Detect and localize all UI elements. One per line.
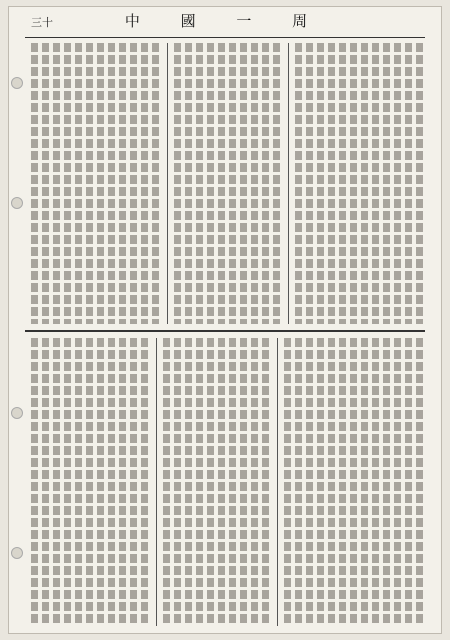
text-column xyxy=(119,338,126,626)
section-divider xyxy=(25,330,425,332)
text-column xyxy=(251,43,258,324)
lower-text-block xyxy=(25,338,425,626)
text-column xyxy=(141,338,148,626)
text-column xyxy=(196,338,203,626)
text-column xyxy=(405,43,412,324)
text-column xyxy=(405,338,412,626)
text-column xyxy=(383,338,390,626)
text-column xyxy=(141,43,148,324)
column-divider xyxy=(288,43,289,324)
text-column xyxy=(218,338,225,626)
column-divider xyxy=(156,338,157,626)
text-column xyxy=(196,43,203,324)
text-column xyxy=(295,338,302,626)
text-column xyxy=(152,43,159,324)
page-header xyxy=(9,7,441,33)
text-column xyxy=(185,43,192,324)
text-column xyxy=(64,43,71,324)
text-column xyxy=(295,43,302,324)
lower-text-columns xyxy=(25,338,425,626)
text-column xyxy=(229,43,236,324)
text-column xyxy=(251,338,258,626)
text-column xyxy=(53,43,60,324)
text-column xyxy=(328,338,335,626)
text-column xyxy=(207,338,214,626)
text-column xyxy=(361,338,368,626)
binding-hole xyxy=(11,77,23,89)
text-column xyxy=(328,43,335,324)
text-column xyxy=(218,43,225,324)
text-column xyxy=(229,338,236,626)
text-column xyxy=(372,43,379,324)
text-column xyxy=(42,43,49,324)
page-number: 三十 xyxy=(31,16,53,29)
document-page xyxy=(8,6,442,634)
text-column xyxy=(75,338,82,626)
text-column xyxy=(394,338,401,626)
text-column xyxy=(361,43,368,324)
text-column xyxy=(86,43,93,324)
text-column xyxy=(108,43,115,324)
text-column xyxy=(350,338,357,626)
text-column xyxy=(42,338,49,626)
text-column xyxy=(284,338,291,626)
header-rule xyxy=(25,37,425,38)
text-column xyxy=(31,43,38,324)
text-column xyxy=(53,338,60,626)
text-column xyxy=(185,338,192,626)
text-column xyxy=(273,43,280,324)
text-column xyxy=(317,43,324,324)
text-column xyxy=(119,43,126,324)
column-divider xyxy=(277,338,278,626)
text-column xyxy=(339,338,346,626)
text-column xyxy=(64,338,71,626)
text-column xyxy=(394,43,401,324)
text-column xyxy=(416,338,423,626)
binding-hole xyxy=(11,547,23,559)
text-column xyxy=(262,338,269,626)
binding-hole xyxy=(11,407,23,419)
text-column xyxy=(174,43,181,324)
text-column xyxy=(262,43,269,324)
text-column xyxy=(97,338,104,626)
text-column xyxy=(339,43,346,324)
text-column xyxy=(207,43,214,324)
text-column xyxy=(416,43,423,324)
text-column xyxy=(240,43,247,324)
upper-text-block xyxy=(25,43,425,324)
text-column xyxy=(350,43,357,324)
text-column xyxy=(163,338,170,626)
upper-text-columns xyxy=(25,43,425,324)
text-column xyxy=(31,338,38,626)
text-column xyxy=(108,338,115,626)
text-column xyxy=(306,338,313,626)
page-title: 中 國 一 周 xyxy=(124,12,326,30)
text-column xyxy=(306,43,313,324)
text-column xyxy=(97,43,104,324)
text-column xyxy=(86,338,93,626)
text-column xyxy=(130,43,137,324)
text-column xyxy=(75,43,82,324)
text-column xyxy=(130,338,137,626)
binding-hole xyxy=(11,197,23,209)
text-column xyxy=(383,43,390,324)
text-column xyxy=(240,338,247,626)
column-divider xyxy=(167,43,168,324)
text-column xyxy=(174,338,181,626)
text-column xyxy=(372,338,379,626)
text-column xyxy=(317,338,324,626)
